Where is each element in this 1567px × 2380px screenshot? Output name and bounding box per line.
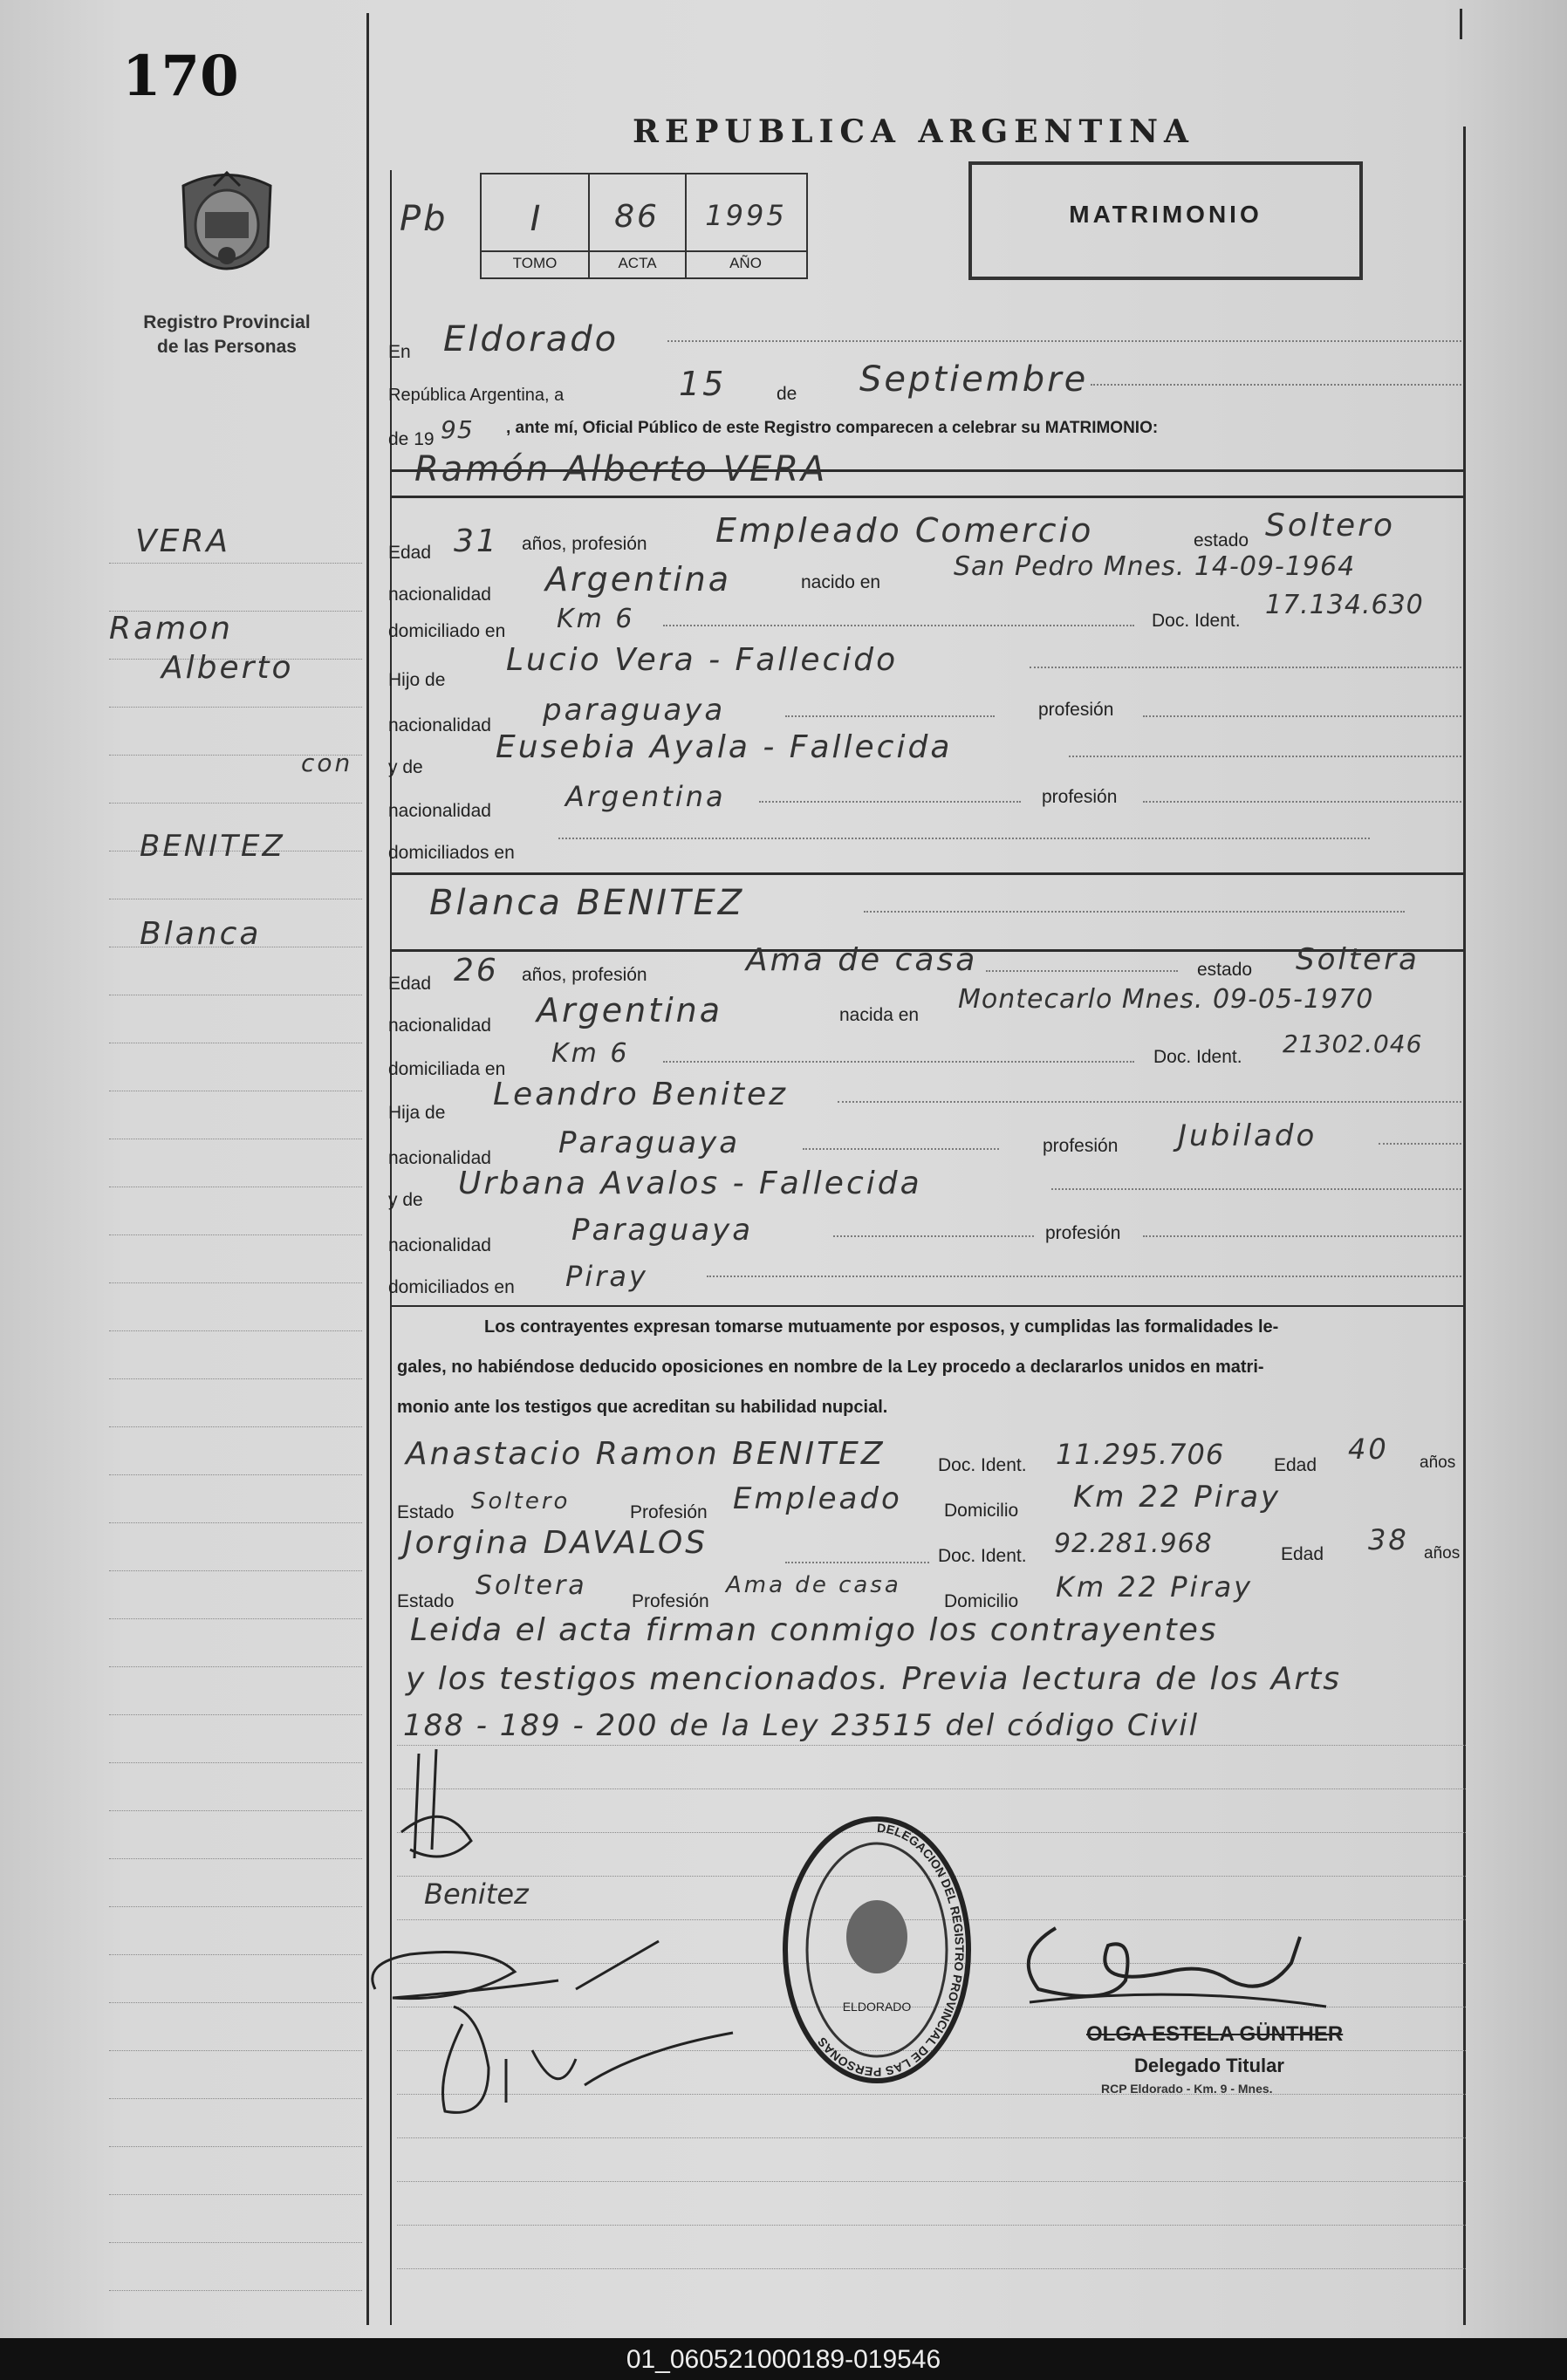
groom-father-nat: paraguaya [543, 693, 726, 728]
witness2-name: Jorgina DAVALOS [403, 1525, 708, 1561]
bride-nacida-label: nacida en [839, 1005, 920, 1025]
groom-parents-dom-line [558, 838, 1370, 839]
bride-profession: Ama de casa [746, 942, 978, 978]
groom-father: Lucio Vera - Fallecido [506, 642, 899, 678]
bride-nationality: Argentina [537, 991, 723, 1029]
groom-profession: Empleado Comercio [715, 511, 1094, 550]
acta-label: ACTA [618, 255, 657, 271]
margin-connector: con [301, 749, 353, 777]
year-prefix: de 19 [388, 429, 435, 449]
official-signature [1003, 1902, 1335, 2024]
official-office: RCP Eldorado - Km. 9 - Mnes. [1101, 2082, 1273, 2096]
groom-address-line [663, 625, 1134, 626]
coat-of-arms-icon [170, 164, 284, 295]
witness2-doc-label: Doc. Ident. [938, 1546, 1027, 1566]
official-name: OLGA ESTELA GÜNTHER [1086, 2022, 1344, 2046]
witness1-age: 40 [1348, 1433, 1389, 1466]
registry-name-line1: Registro Provincial [143, 312, 311, 332]
witness2-name-line [785, 1562, 929, 1563]
ano-label: AÑO [729, 255, 762, 271]
witness1-address: Km 22 Piray [1073, 1480, 1282, 1515]
groom-nac-label: nacionalidad [388, 585, 491, 605]
groom-mother-nat: Argentina [565, 780, 726, 813]
groom-father-line [1030, 667, 1461, 668]
closing-line2: y los testigos mencionados. Previa lectura de los Arts [406, 1661, 1342, 1697]
bride-hija-label: Hija de [388, 1103, 446, 1123]
bride-estado-label: estado [1197, 960, 1253, 980]
witness1-doc: 11.295.706 [1056, 1438, 1225, 1471]
bride-anos-label: años, profesión [522, 965, 647, 985]
en-label: En [388, 342, 411, 362]
groom-parents-dom-label: domiciliados en [388, 843, 515, 863]
groom-estado-label: estado [1194, 530, 1249, 551]
witness1-name: Anastacio Ramon BENITEZ [406, 1436, 886, 1472]
bride-birth: Montecarlo Mnes. 09-05-1970 [958, 984, 1374, 1015]
form-right-border [1463, 127, 1466, 2325]
place-line [667, 340, 1461, 342]
margin-name2: Blanca [140, 916, 262, 952]
bride-estado: Soltera [1296, 942, 1420, 977]
groom-estado: Soltero [1265, 508, 1395, 544]
bride-parents-dom-line [707, 1275, 1461, 1277]
document-title: REPUBLICA ARGENTINA [633, 113, 1194, 150]
groom-yde-label: y de [388, 757, 423, 777]
table-divider [480, 250, 806, 252]
bride-mother-nat-label: nacionalidad [388, 1235, 491, 1255]
bride-father-nat-label: nacionalidad [388, 1148, 491, 1168]
bride-address-line [663, 1061, 1134, 1063]
bride-father-line [838, 1101, 1461, 1103]
bride-name: Blanca BENITEZ [429, 883, 745, 923]
image-id-footer [0, 2338, 1567, 2380]
margin-name1a: Ramon [109, 611, 233, 646]
groom-address: Km 6 [557, 604, 635, 634]
groom-father-prof-line [1143, 715, 1461, 717]
bride-dom-label: domiciliada en [388, 1059, 506, 1079]
margin-name1b: Alberto [161, 650, 294, 686]
place: Eldorado [443, 319, 619, 359]
witness2-address: Km 22 Piray [1056, 1570, 1254, 1604]
bride-father-prof: Jubilado [1178, 1118, 1317, 1153]
bride-father-nat: Paraguaya [558, 1125, 741, 1160]
bride-profession-line [986, 970, 1178, 972]
bride-yde-label: y de [388, 1190, 423, 1210]
groom-mother-nat-label: nacionalidad [388, 801, 491, 821]
bride-father-nat-line [803, 1148, 999, 1150]
legal-line2: gales, no habiéndose deducido oposiciones en nombre de la Ley procedo a declararlos unidos en matri- [397, 1358, 1264, 1377]
witness1-profession: Empleado [733, 1481, 902, 1516]
margin-surname2: BENITEZ [140, 829, 285, 864]
bride-age: 26 [454, 953, 499, 988]
witness2-profession: Ama de casa [726, 1572, 901, 1598]
month: Septiembre [859, 359, 1089, 400]
legal-line1: Los contrayentes expresan tomarse mutuamente por esposos, y cumplidas las formalidades le- [484, 1317, 1279, 1337]
bride-top-rule [390, 872, 1463, 875]
bride-father-prof-label: profesión [1043, 1136, 1119, 1156]
tomo-label: TOMO [512, 255, 558, 271]
bride-mother: Urbana Avalos - Fallecida [458, 1166, 922, 1201]
bride-mother-line [1051, 1188, 1461, 1190]
republica-label: República Argentina, a [388, 386, 565, 405]
witness2-edad-label: Edad [1281, 1544, 1324, 1564]
witness2-estado-label: Estado [397, 1591, 455, 1611]
ano-value: 1995 [705, 199, 787, 232]
witness1-estado: Soltero [471, 1488, 571, 1515]
witness1-doc-label: Doc. Ident. [938, 1455, 1027, 1475]
groom-doc-label: Doc. Ident. [1152, 611, 1241, 631]
year-suffix: 95 [441, 415, 474, 444]
groom-doc: 17.134.630 [1265, 590, 1424, 620]
bride-mother-nat-line [833, 1235, 1034, 1237]
groom-mother: Eusebia Ayala - Fallecida [496, 729, 953, 765]
official-title: Delegado Titular [1134, 2055, 1284, 2076]
footer-id: 01_060521000189-019546 [626, 2345, 941, 2374]
bride-parents-address: Piray [565, 1260, 648, 1293]
groom-father-nat-line [785, 715, 995, 717]
closing-line3: 188 - 189 - 200 de la Ley 23515 del código Civil [403, 1708, 1200, 1743]
day: 15 [679, 365, 727, 403]
groom-mother-prof-line [1143, 801, 1461, 803]
groom-bottom-rule [390, 496, 1463, 498]
bride-address: Km 6 [551, 1038, 630, 1069]
bride-nac-label: nacionalidad [388, 1016, 491, 1036]
acta-value: 86 [614, 199, 660, 235]
witness1-dom-label: Domicilio [944, 1501, 1019, 1521]
witness2-anos-label: años [1424, 1544, 1461, 1563]
groom-mother-nat-line [759, 801, 1021, 803]
groom-age: 31 [454, 523, 499, 559]
record-type-label: MATRIMONIO [1069, 201, 1262, 228]
groom-signature [393, 1745, 497, 1876]
top-tick [1460, 9, 1462, 39]
groom-mother-prof-label: profesión [1042, 787, 1118, 807]
groom-hijo-label: Hijo de [388, 670, 446, 690]
groom-name: Ramón Alberto VERA [414, 449, 828, 489]
groom-dom-label: domiciliado en [388, 621, 506, 641]
seal-city: ELDORADO [842, 2000, 912, 2014]
registry-name-line2: de las Personas [157, 337, 297, 357]
witness1-prof-label: Profesión [630, 1502, 708, 1522]
tomo-value: I [530, 199, 544, 239]
bride-father-prof-line [1379, 1143, 1461, 1145]
witness2-dom-label: Domicilio [944, 1591, 1019, 1611]
closing-line1: Leida el acta firman conmigo los contrayentes [410, 1612, 1218, 1648]
bride-mother-prof-line [1143, 1235, 1461, 1237]
groom-father-nat-label: nacionalidad [388, 715, 491, 735]
witness2-signature [410, 1998, 742, 2129]
witness2-age: 38 [1368, 1523, 1409, 1556]
bride-father: Leandro Benitez [493, 1077, 789, 1112]
groom-birth: San Pedro Mnes. 14-09-1964 [954, 551, 1356, 582]
groom-nacido-label: nacido en [801, 572, 881, 592]
folio-mark: Pb [400, 199, 448, 239]
witness2-doc: 92.281.968 [1054, 1529, 1213, 1559]
witness2-estado: Soltera [476, 1570, 587, 1601]
bride-mother-nat: Paraguaya [571, 1213, 754, 1248]
groom-father-prof-label: profesión [1038, 700, 1114, 720]
month-line [1091, 384, 1461, 386]
witness2-prof-label: Profesión [632, 1591, 709, 1611]
bride-parents-dom-label: domiciliados en [388, 1277, 515, 1297]
bride-edad-label: Edad [388, 974, 432, 994]
bride-doc-label: Doc. Ident. [1153, 1047, 1242, 1067]
de-label: de [777, 384, 797, 404]
bride-mother-prof-label: profesión [1045, 1223, 1121, 1243]
bride-signature: Benitez [424, 1877, 529, 1911]
registry-seal-icon [777, 1806, 977, 2094]
seal-text: DELEGACION DEL REGISTRO PROVINCIAL DE LAS PERSONAS [814, 1820, 967, 2080]
margin-surname1: VERA [135, 523, 231, 559]
legal-top-rule [390, 1305, 1463, 1307]
groom-edad-label: Edad [388, 543, 432, 563]
groom-nationality: Argentina [545, 560, 732, 598]
bride-doc: 21302.046 [1283, 1029, 1423, 1058]
witness1-anos-label: años [1420, 1453, 1456, 1472]
page-number: 170 [122, 44, 239, 109]
legal-line3: monio ante los testigos que acreditan su habilidad nupcial. [397, 1398, 888, 1417]
groom-mother-line [1069, 756, 1461, 757]
groom-anos-label: años, profesión [522, 534, 647, 554]
witness1-estado-label: Estado [397, 1502, 455, 1522]
intro-statement: , ante mí, Oficial Público de este Registro comparecen a celebrar su MATRIMONIO: [506, 419, 1159, 437]
bride-name-line [864, 911, 1405, 913]
witness1-edad-label: Edad [1274, 1455, 1317, 1475]
